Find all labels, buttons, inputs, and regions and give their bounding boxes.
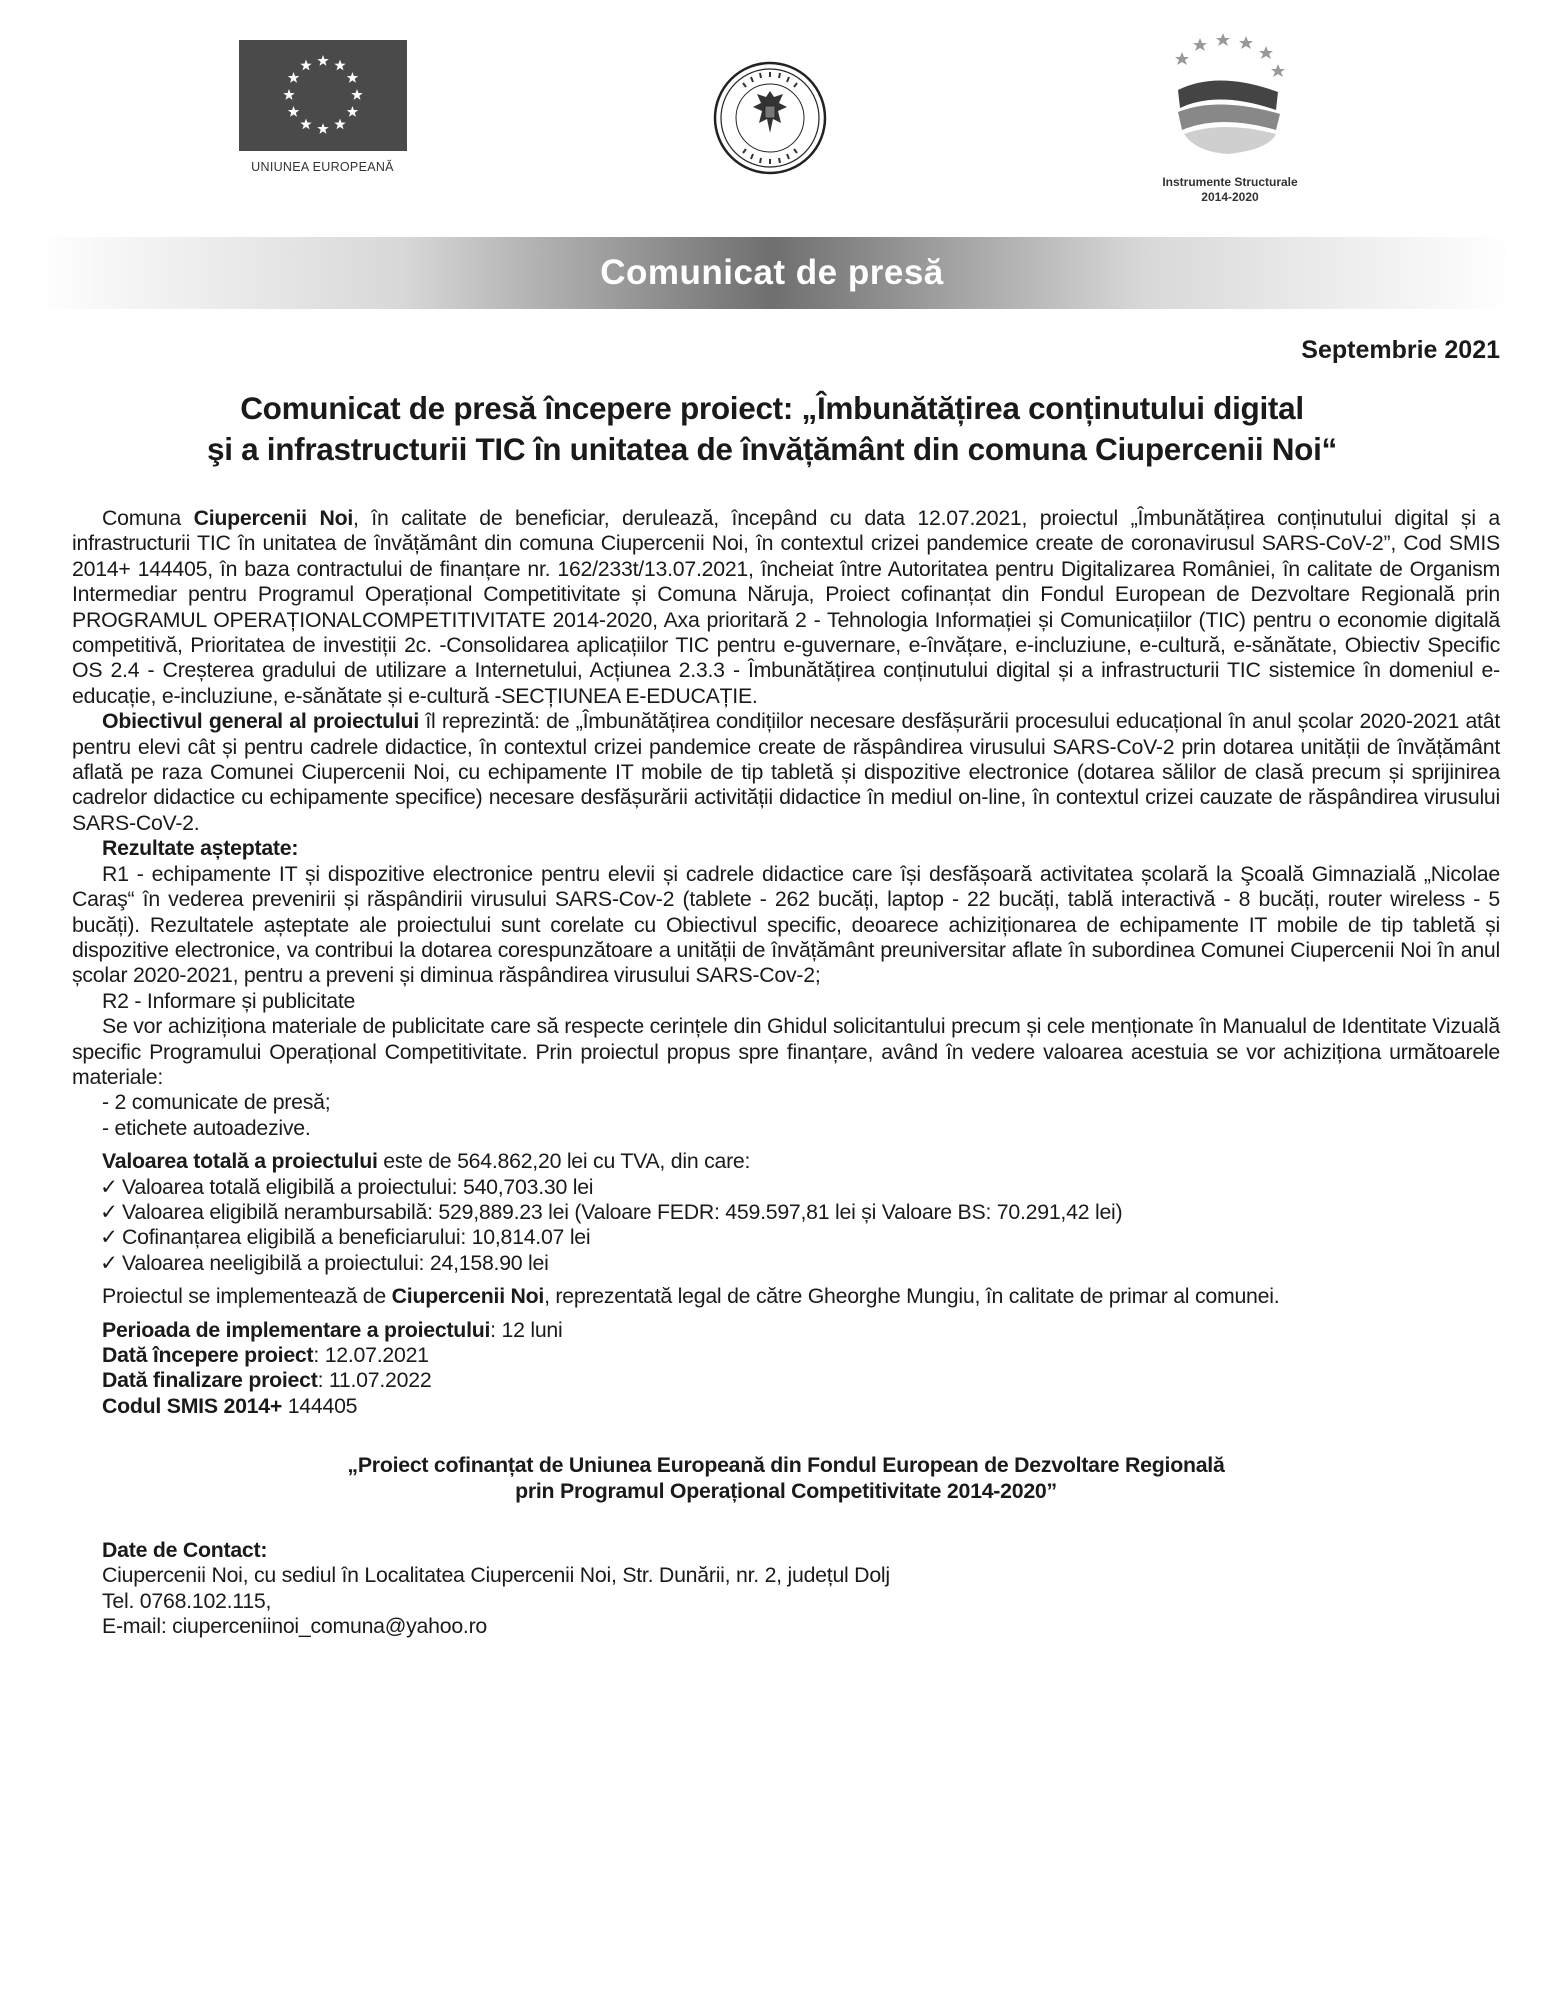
eu-logo xyxy=(237,40,408,174)
eu-star-icon xyxy=(334,118,345,129)
eu-star-icon xyxy=(317,55,328,66)
value-item: ✓ Cofinanțarea eligibilă a beneficiarului: 10,814.07 lei xyxy=(100,1225,591,1250)
eu-star-icon xyxy=(317,123,328,134)
document-title: Comunicat de presă începere proiect: „Îmbunătățirea conținutului digital şi a infrastructurii TIC în unitatea de învățământ din comuna Ciupercenii Noi“ xyxy=(206,390,1338,467)
value-item: ✓ Valoarea totală eligibilă a proiectului: 540,703.30 lei xyxy=(100,1174,594,1199)
eu-star-icon xyxy=(346,72,357,83)
cofinancing-statement: „Proiect cofinanțat de Uniunea Europeană din Fondul European de Dezvoltare Regională prin Programul Operațional Competitivitate 2014-2020” xyxy=(347,1453,1225,1503)
contact-heading: Date de Contact: xyxy=(102,1538,268,1563)
materials-item: - 2 comunicate de presă; xyxy=(102,1090,331,1115)
check-icon: ✓ xyxy=(100,1225,118,1250)
contact-email: E-mail: ciuperceniinoi_comuna@yahoo.ro xyxy=(102,1614,488,1639)
document-body xyxy=(72,506,1500,1640)
value-item: ✓ Valoarea eligibilă nerambursabilă: 529,889.23 lei (Valoare FEDR: 459.597,81 lei și Valoare BS: 70.291,42 lei) xyxy=(100,1199,1123,1224)
eu-star-icon xyxy=(334,60,345,71)
eu-star-icon xyxy=(300,60,311,71)
structural-instruments-icon xyxy=(1148,30,1312,170)
detail-smis-code: Codul SMIS 2014+ 144405 xyxy=(102,1393,358,1418)
intro-paragraph: Comuna Ciupercenii Noi, în calitate de beneficiar, derulează, începând cu data 12.07.2021, proiectul „Îmbunătățirea conținutului digital și a infrastructurii TIC în unitatea de învățământ din comuna Ciupercenii Noi, în contextul crizei pandemice create de coronavirusul SARS-CoV-2”, Cod SMIS 2014+ 144405, în baza contractului de finanțare nr. 162/233t/13.07.2021, încheiat între Autoritatea pentru Digitalizarea României, în calitate de Organism Intermediar pentru Programul Operațional Competitivitate și Comuna Năruja, Proiect cofinanțat din Fondul European de Dezvoltare Regională prin PROGRAMUL OPERAȚIONALCOMPETITIVITATE 2014-2020, Axa prioritară 2 - Tehnologia Informației și Comunicațiilor (TIC) pentru o economie digitală competitivă, Prioritatea de investiții 2c. -Consolidarea aplicațiilor TIC pentru e-guvernare, e-învățare, e-incluziune, e-cultură, e-sănătate, Obiectiv Specific OS 2.4 - Creșterea gradului de utilizare a Internetului, Acțiunea 2.3.3 - Îmbunătățirea conținutului digital și a infrastructurii TIC sistemice în domeniul e-educație, e-incluziune, e-sănătate și e-cultură -SECȚIUNEA E-EDUCAȚIE. xyxy=(72,506,1500,708)
check-icon: ✓ xyxy=(100,1250,118,1275)
contact-phone: Tel. 0768.102.115, xyxy=(102,1588,272,1613)
release-date: Septembrie 2021 xyxy=(1301,336,1500,364)
banner-title: Comunicat de presă xyxy=(600,253,944,292)
implementation-paragraph: Proiectul se implementează de Ciupercenii Noi, reprezentată legal de către Gheorghe Mungiu, în calitate de primar al comunei. xyxy=(102,1284,1280,1309)
press-release-banner xyxy=(32,237,1512,309)
eu-caption: UNIUNEA EUROPEANĂ xyxy=(251,160,394,174)
detail-end-date: Dată finalizare proiect: 11.07.2022 xyxy=(102,1368,432,1393)
result-r2-heading: R2 - Informare și publicitate xyxy=(102,988,356,1013)
eu-star-icon xyxy=(346,106,357,117)
result-r1: R1 - echipamente IT și dispozitive electronice pentru elevii și cadrele didactice care își desfășoară activitatea școlară la Şcoală Gimnazială „Nicolae Caraş“ în vederea prevenirii și răspândirii virusului SARS-Cov-2 (tablete - 262 bucăți, laptop - 22 bucăți, tablă interactivă - 8 bucăți, router wireless - 5 bucăți). Rezultatele așteptate ale proiectului sunt corelate cu Obiectivul specific, deoarece achiziționarea de echipamente IT mobile de tip tabletă și dispozitive electronice, va contribui la dotarea corespunzătoare a unității de învățământ preuniversitar aflate în subordinea Comunei Ciupercenii Noi în anul școlar 2020-2021, pentru a preveni și diminua răspândirea virusului SARS-Cov-2; xyxy=(72,861,1500,988)
total-value: Valoarea totală a proiectului este de 564.862,20 lei cu TVA, din care: xyxy=(102,1149,751,1174)
structural-instruments-logo xyxy=(1148,30,1312,205)
structural-instruments-caption: Instrumente Structurale 2014-2020 xyxy=(1162,175,1298,204)
contact-address: Ciupercenii Noi, cu sediul în Localitatea Ciupercenii Noi, Str. Dunării, nr. 2, județul Dolj xyxy=(102,1563,890,1588)
eu-star-icon xyxy=(351,89,362,100)
materials-item: - etichete autoadezive. xyxy=(102,1115,311,1140)
eu-flag-icon xyxy=(239,40,407,151)
value-item: ✓ Valoarea neeligibilă a proiectului: 24,158.90 lei xyxy=(100,1250,549,1275)
detail-start-date: Dată începere proiect: 12.07.2021 xyxy=(102,1343,429,1367)
detail-implementation-period: Perioada de implementare a proiectului: 12 luni xyxy=(102,1317,563,1342)
eu-star-icon xyxy=(283,89,294,100)
objective-paragraph: Obiectivul general al proiectului îl reprezintă: de „Îmbunătățirea condițiilor necesare desfășurării procesului educațional în anul școlar 2020-2021 atât pentru elevi cât și pentru cadrele didactice, în contextul crizei pandemice create de răspândirea virusului SARS-CoV-2 prin dotarea unității de învățământ aflată pe raza Comunei Ciupercenii Noi, cu echipamente IT mobile de tip tabletă și dispozitive electronice (dotarea sălilor de clasă precum și sprijinirea cadrelor didactice cu echipamente specifice) necesare desfășurării activității didactice în mediul on-line, în contextul crizei cauzate de răspândirea virusului SARS-CoV-2. xyxy=(72,709,1500,835)
check-icon: ✓ xyxy=(100,1174,118,1199)
eu-star-icon xyxy=(287,106,298,117)
government-seal-logo xyxy=(713,61,827,175)
eu-star-icon xyxy=(287,72,298,83)
results-heading: Rezultate așteptate: xyxy=(102,836,299,861)
check-icon: ✓ xyxy=(100,1199,118,1224)
result-r2-text: Se vor achiziționa materiale de publicitate care să respecte cerințele din Ghidul solicitantului precum și cele menționate în Manualul de Identitate Vizuală specific Programului Operațional Competitivitate. Prin proiectul propus spre finanțare, având în vedere valoarea acestuia se vor achiziționa următoarele materiale: xyxy=(72,1014,1500,1089)
eu-star-icon xyxy=(300,118,311,129)
